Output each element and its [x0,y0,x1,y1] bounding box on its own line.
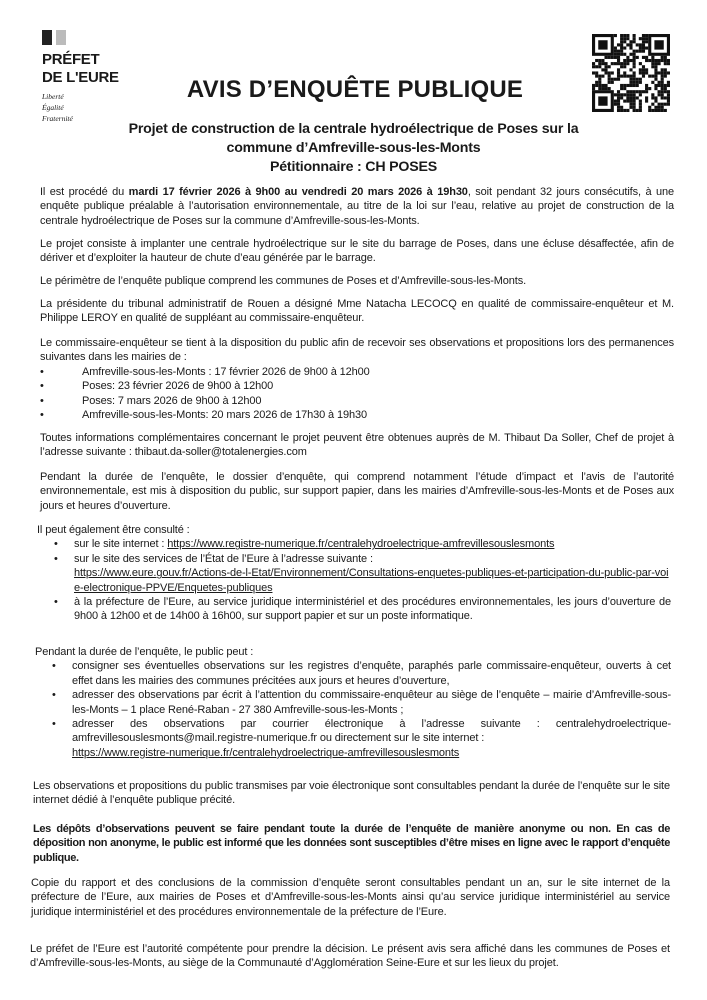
page-title: AVIS D’ENQUÊTE PUBLIQUE [186,76,524,103]
text: Pendant la durée de l’enquête, le dossier d’enquête, qui comprend notamment l’étude d’impact et l’avis de l’autorité environnementale, est mis à disposition du public, sur support papier, dans les mairies d’Amfreville-sous-les-Monts et de Poses aux jours et heures d’ouverture. [40,471,674,512]
text: sur le site des services de l’État de l’Eure à l’adresse suivante : [74,552,373,565]
text: Le préfet de l’Eure est l’autorité compétente pour prendre la décision. Le présent avis sera affiché dans les communes de Poses et d’Amfreville-sous-les-Monts, au siège de la Communauté d’Agglomération Seine-Eure et sur les lieux du projet. [30,943,670,970]
paragraph-dossier [40,470,674,513]
text: sur le site internet : [74,538,168,551]
list-item: • Poses: 23 février 2026 de 9h00 à 12h00 [40,379,674,393]
paragraph-project [40,237,674,266]
paragraph-perimeter [40,274,674,288]
text: La présidente du tribunal administratif de Rouen a désigné Mme Natacha LECOCQ en qualité de commissaire-enquêteur et M. Philippe LEROY en qualité de suppléant au commissaire-enquêteur. [40,298,674,325]
list-item: • adresser des observations par écrit à l’attention du commissaire-enquêteur au siège de l’enquête – mairie d’Amfreville-sous-les-Monts – 1 place René-Raban - 27 380 Amfreville-sous-les-Monts ; [35,688,671,717]
text: , soit pendant 32 jours consécutifs, à une enquête publique préalable à l’autorisation environnementale, au titre de la loi sur l’eau, relative au projet de construction de la centrale hydroélectrique de Poses sur la commune d’Amfreville-sous-les-Monts. [40,186,674,227]
registre-link[interactable]: https://www.registre-numerique.fr/centralehydroelectrique-amfrevillesouslesmonts [72,746,460,759]
list-item: • Amfreville-sous-les-Monts: 20 mars 2026 de 17h30 à 19h30 [40,408,674,422]
prefecture-logo [42,30,142,124]
marianne-icon [42,30,142,45]
paragraph-consultation [37,523,671,624]
eure-gouv-link[interactable]: https://www.eure.gouv.fr/Actions-de-l-Etat/Environnement/Consultations-enquetes-publiques-et-participation-du-public-par-voie-electronique-PPVE/Enquetes-publiques [74,567,669,594]
text: Le périmètre de l’enquête publique comprend les communes de Poses et d’Amfreville-sous-les-Monts. [40,275,527,287]
text: Copie du rapport et des conclusions de la commission d’enquête seront consultables pendant un an, sur le site internet de la préfecture de l’Eure, aux mairies de Poses et d’Amfreville-sous-les-Monts ainsi qu’au service juridique interministériel au service juridique interministériel et des procédures environnementale de la préfecture de l’Eure. [31,877,670,918]
list-item [37,595,671,624]
motto-fraternite: Fraternité [42,114,73,123]
subtitle-line2: commune d’Amfreville-sous-les-Monts [226,140,481,156]
paragraph-permanences [40,336,674,422]
paragraph-report [31,876,670,919]
subtitle-line1: Projet de construction de la centrale hydroélectrique de Poses sur la [128,121,579,137]
text: adresser des observations par courrier électronique à l’adresse suivante : centralehydroelectrique-amfrevillesouslesmonts@mail.registre-numerique.fr ou directement sur le site internet : [72,718,671,745]
list-item [37,552,671,595]
text: Toutes informations complémentaires concernant le projet peuvent être obtenues auprès de M. Thibaut Da Soller, Chef de projet à l’adresse suivante : thibaut.da-soller@totalenergies.com [40,432,674,459]
paragraph-electronic [33,779,670,808]
paragraph-contact [40,431,674,460]
list-item [37,537,671,551]
text: Il peut également être consulté : [37,524,190,536]
paragraph-anonymous [33,822,670,865]
text: Les observations et propositions du public transmises par voie électronique sont consultables pendant la durée de l’enquête sur le site internet dédié à l’enquête publique précité. [33,780,670,807]
text: Les dépôts d’observations peuvent se faire pendant toute la durée de l’enquête de manière anonyme ou non. En cas de déposition non anonyme, le public est informé que les données sont susceptibles d’être mises en ligne avec le rapport d’enquête publique. [33,823,670,864]
prefect-name-line1: PRÉFET [42,51,100,68]
prefect-name-line2: DE L'EURE [42,69,119,86]
paragraph-decision [30,942,670,971]
permanences-list [40,365,674,423]
inquiry-dates: mardi 17 février 2026 à 9h00 au vendredi 20 mars 2026 à 19h30 [128,186,468,198]
qr-code-icon [592,34,670,112]
text: Pendant la durée de l’enquête, le public peut : [35,646,254,658]
list-item [35,717,671,760]
text: Il est procédé du [40,186,129,198]
list-item: • Poses: 7 mars 2026 de 9h00 à 12h00 [40,394,674,408]
consultation-list [37,537,671,623]
motto-liberte: Liberté [42,92,64,101]
motto-egalite: Égalité [42,103,64,112]
subtitle-petitioner: Pétitionnaire : CH POSES [269,159,438,175]
paragraph-public-actions [35,645,671,760]
text: Le commissaire-enquêteur se tient à la disposition du public afin de recevoir ses observations et propositions lors des permanences suivantes dans les mairies de : [40,337,674,364]
list-item: • Amfreville-sous-les-Monts : 17 février 2026 de 9h00 à 12h00 [40,365,674,379]
public-actions-list [35,659,671,760]
list-item: • consigner ses éventuelles observations sur les registres d’enquête, paraphés parle commissaire-enquêteur, ouverts à cet effet dans les mairies des communes précitées aux jours et heures d’ouverture, [35,659,671,688]
registre-link[interactable]: https://www.registre-numerique.fr/centralehydroelectrique-amfrevillesouslesmonts [167,538,555,551]
subtitle [60,120,647,177]
paragraph-dates [40,185,674,228]
text: à la préfecture de l’Eure, au service juridique interministériel et des procédures environnementales, les jours d’ouverture de 9h00 à 12h00 et de 14h00 à 16h00, sur support papier et sur un poste informatique. [74,596,671,623]
text: Le projet consiste à implanter une centrale hydroélectrique sur le site du barrage de Poses, dans une écluse désaffectée, afin de dériver et d’exploiter la hauteur de chute d’eau générée par le barrage. [40,238,674,265]
paragraph-commissioner [40,297,674,326]
